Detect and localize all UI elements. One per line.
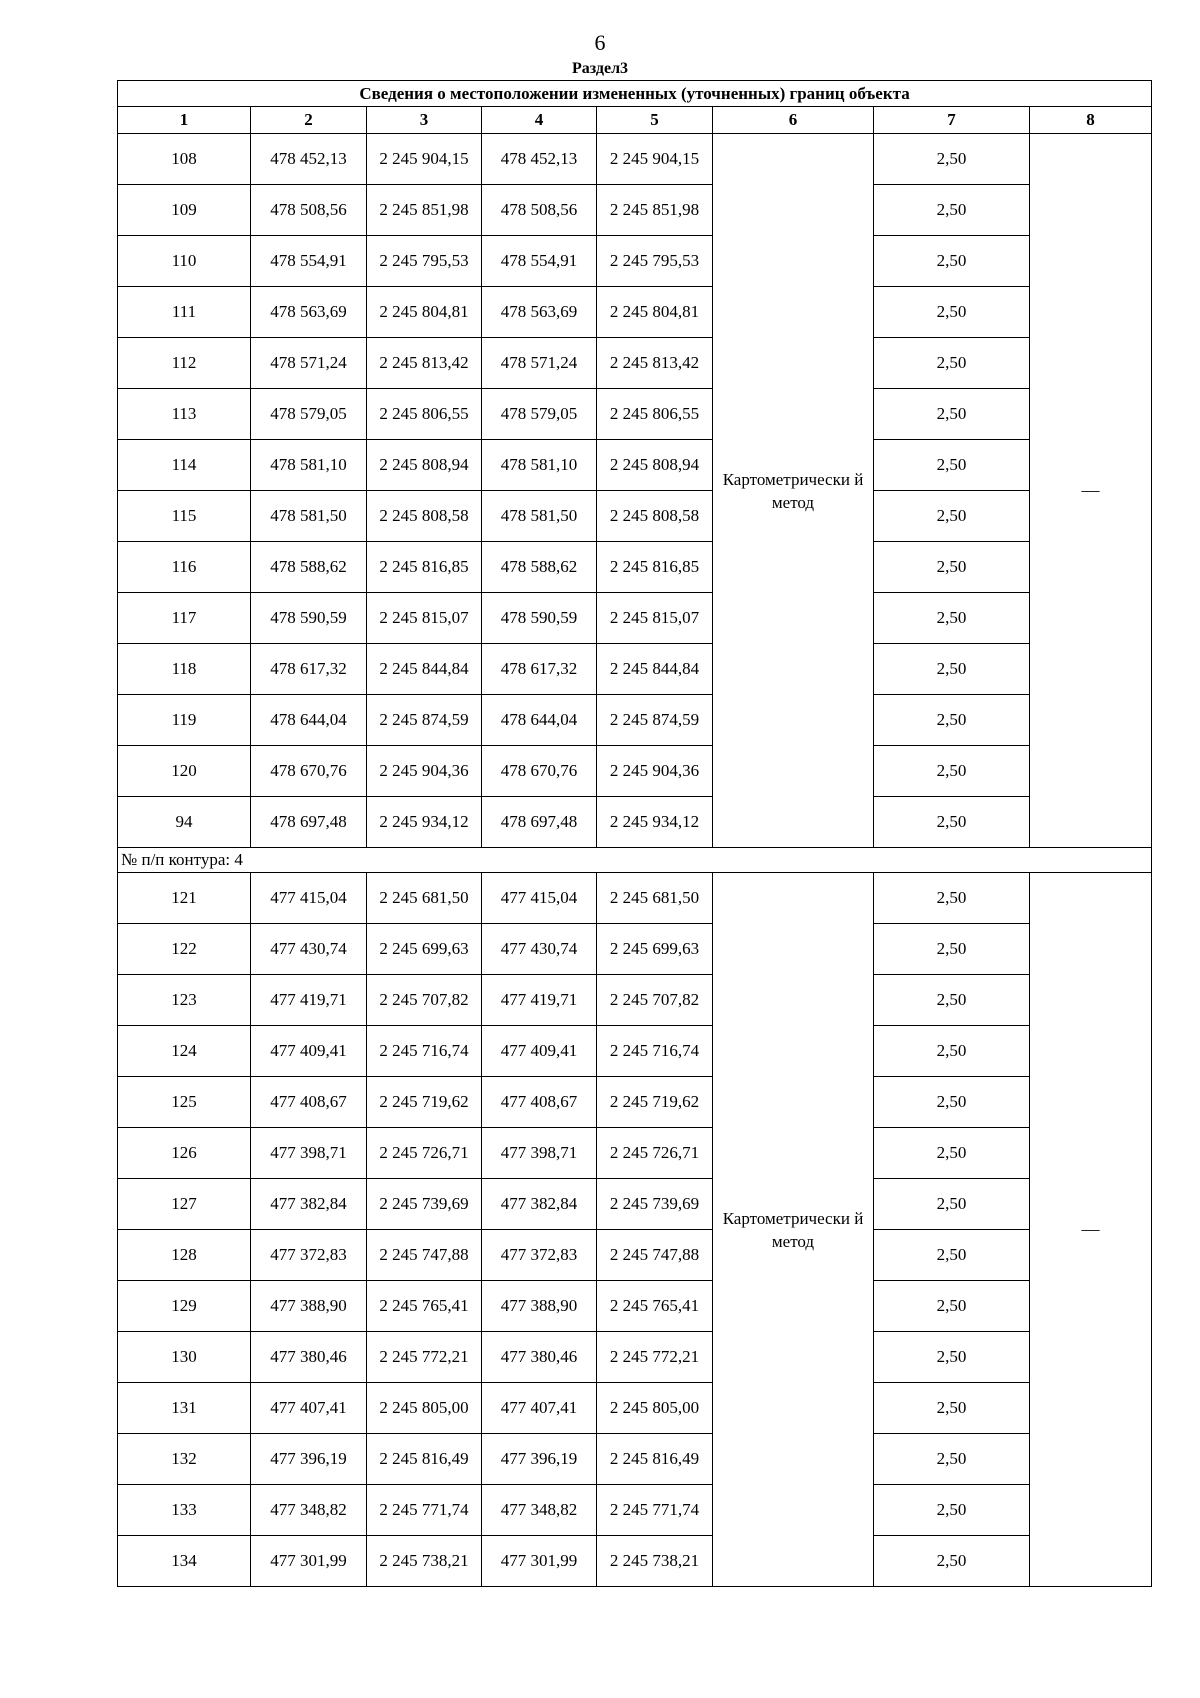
x-new-cell: 477 430,74 [482,924,597,975]
x-old-cell: 478 644,04 [251,695,367,746]
point-number-cell: 123 [118,975,251,1026]
x-new-cell: 478 579,05 [482,389,597,440]
y-old-cell: 2 245 719,62 [367,1077,482,1128]
accuracy-cell: 2,50 [874,1536,1030,1587]
x-new-cell: 477 398,71 [482,1128,597,1179]
accuracy-cell: 2,50 [874,542,1030,593]
y-old-cell: 2 245 772,21 [367,1332,482,1383]
y-old-cell: 2 245 716,74 [367,1026,482,1077]
y-old-cell: 2 245 726,71 [367,1128,482,1179]
x-old-cell: 478 581,50 [251,491,367,542]
point-number-cell: 124 [118,1026,251,1077]
table-row [118,1128,1152,1179]
x-old-cell: 478 554,91 [251,236,367,287]
x-new-cell: 477 348,82 [482,1485,597,1536]
method-cell: Картометрически й метод [713,873,874,1587]
y-old-cell: 2 245 816,85 [367,542,482,593]
point-number-cell: 117 [118,593,251,644]
accuracy-cell: 2,50 [874,644,1030,695]
point-number-cell: 118 [118,644,251,695]
y-new-cell: 2 245 816,49 [597,1434,713,1485]
point-number-cell: 119 [118,695,251,746]
accuracy-cell: 2,50 [874,389,1030,440]
accuracy-cell: 2,50 [874,593,1030,644]
table-title: Сведения о местоположении измененных (уточненных) границ объекта [118,81,1152,107]
contour-label: № п/п контура: 4 [118,848,1152,873]
point-number-cell: 121 [118,873,251,924]
y-new-cell: 2 245 816,85 [597,542,713,593]
point-number-cell: 115 [118,491,251,542]
x-old-cell: 477 348,82 [251,1485,367,1536]
y-new-cell: 2 245 815,07 [597,593,713,644]
y-old-cell: 2 245 699,63 [367,924,482,975]
y-new-cell: 2 245 874,59 [597,695,713,746]
y-old-cell: 2 245 904,15 [367,134,482,185]
point-number-cell: 122 [118,924,251,975]
point-number-cell: 110 [118,236,251,287]
accuracy-cell: 2,50 [874,695,1030,746]
x-old-cell: 478 670,76 [251,746,367,797]
point-number-cell: 131 [118,1383,251,1434]
x-old-cell: 477 409,41 [251,1026,367,1077]
accuracy-cell: 2,50 [874,134,1030,185]
table-row [118,695,1152,746]
column-8-cell: — [1030,134,1152,848]
y-old-cell: 2 245 739,69 [367,1179,482,1230]
x-old-cell: 478 452,13 [251,134,367,185]
point-number-cell: 113 [118,389,251,440]
accuracy-cell: 2,50 [874,236,1030,287]
page-number: 6 [594,30,606,55]
x-old-cell: 478 697,48 [251,797,367,848]
y-old-cell: 2 245 874,59 [367,695,482,746]
y-new-cell: 2 245 813,42 [597,338,713,389]
x-new-cell: 478 554,91 [482,236,597,287]
x-new-cell: 477 419,71 [482,975,597,1026]
accuracy-cell: 2,50 [874,440,1030,491]
point-number-cell: 133 [118,1485,251,1536]
table-row [118,134,1152,185]
point-number-cell: 109 [118,185,251,236]
accuracy-cell: 2,50 [874,1077,1030,1128]
table-row [118,1332,1152,1383]
table-row [118,287,1152,338]
point-number-cell: 125 [118,1077,251,1128]
accuracy-cell: 2,50 [874,1332,1030,1383]
x-old-cell: 477 398,71 [251,1128,367,1179]
x-old-cell: 478 590,59 [251,593,367,644]
column-number-header: 1 [118,107,251,134]
accuracy-cell: 2,50 [874,873,1030,924]
y-old-cell: 2 245 816,49 [367,1434,482,1485]
accuracy-cell: 2,50 [874,1179,1030,1230]
x-old-cell: 477 419,71 [251,975,367,1026]
y-old-cell: 2 245 808,94 [367,440,482,491]
y-new-cell: 2 245 808,58 [597,491,713,542]
x-new-cell: 478 697,48 [482,797,597,848]
y-new-cell: 2 245 795,53 [597,236,713,287]
accuracy-cell: 2,50 [874,1434,1030,1485]
column-number-header: 5 [597,107,713,134]
table-row [118,389,1152,440]
y-new-cell: 2 245 681,50 [597,873,713,924]
x-new-cell: 478 588,62 [482,542,597,593]
x-new-cell: 477 407,41 [482,1383,597,1434]
x-old-cell: 477 408,67 [251,1077,367,1128]
x-new-cell: 478 563,69 [482,287,597,338]
method-cell: Картометрически й метод [713,134,874,848]
y-new-cell: 2 245 851,98 [597,185,713,236]
y-new-cell: 2 245 804,81 [597,287,713,338]
point-number-cell: 112 [118,338,251,389]
point-number-cell: 114 [118,440,251,491]
table-row [118,593,1152,644]
x-new-cell: 477 396,19 [482,1434,597,1485]
x-old-cell: 478 508,56 [251,185,367,236]
y-new-cell: 2 245 719,62 [597,1077,713,1128]
accuracy-cell: 2,50 [874,1383,1030,1434]
x-old-cell: 478 588,62 [251,542,367,593]
y-old-cell: 2 245 808,58 [367,491,482,542]
x-new-cell: 478 617,32 [482,644,597,695]
x-old-cell: 477 388,90 [251,1281,367,1332]
x-new-cell: 477 301,99 [482,1536,597,1587]
x-new-cell: 478 670,76 [482,746,597,797]
point-number-cell: 129 [118,1281,251,1332]
point-number-cell: 128 [118,1230,251,1281]
y-new-cell: 2 245 739,69 [597,1179,713,1230]
y-old-cell: 2 245 844,84 [367,644,482,695]
column-number-header: 2 [251,107,367,134]
point-number-cell: 94 [118,797,251,848]
point-number-cell: 116 [118,542,251,593]
y-old-cell: 2 245 806,55 [367,389,482,440]
x-old-cell: 477 380,46 [251,1332,367,1383]
y-old-cell: 2 245 805,00 [367,1383,482,1434]
point-number-cell: 132 [118,1434,251,1485]
column-numbers-row [118,107,1152,134]
table-row [118,338,1152,389]
x-new-cell: 477 415,04 [482,873,597,924]
x-old-cell: 477 407,41 [251,1383,367,1434]
y-new-cell: 2 245 806,55 [597,389,713,440]
x-new-cell: 478 644,04 [482,695,597,746]
column-number-header: 8 [1030,107,1152,134]
x-new-cell: 478 508,56 [482,185,597,236]
table-row [118,975,1152,1026]
table-row [118,1485,1152,1536]
table-row [118,797,1152,848]
table-row [118,1383,1152,1434]
y-new-cell: 2 245 716,74 [597,1026,713,1077]
x-old-cell: 478 617,32 [251,644,367,695]
point-number-cell: 127 [118,1179,251,1230]
point-number-cell: 111 [118,287,251,338]
column-number-header: 4 [482,107,597,134]
x-old-cell: 477 396,19 [251,1434,367,1485]
point-number-cell: 120 [118,746,251,797]
y-old-cell: 2 245 747,88 [367,1230,482,1281]
accuracy-cell: 2,50 [874,924,1030,975]
accuracy-cell: 2,50 [874,338,1030,389]
contour-row [118,848,1152,873]
table-row [118,1434,1152,1485]
point-number-cell: 108 [118,134,251,185]
section-title: Раздел3 [571,60,629,77]
accuracy-cell: 2,50 [874,1128,1030,1179]
x-new-cell: 478 590,59 [482,593,597,644]
accuracy-cell: 2,50 [874,185,1030,236]
accuracy-cell: 2,50 [874,1485,1030,1536]
table-row [118,542,1152,593]
y-new-cell: 2 245 726,71 [597,1128,713,1179]
accuracy-cell: 2,50 [874,746,1030,797]
x-new-cell: 477 388,90 [482,1281,597,1332]
x-old-cell: 477 382,84 [251,1179,367,1230]
x-old-cell: 477 415,04 [251,873,367,924]
y-new-cell: 2 245 699,63 [597,924,713,975]
table-row [118,1230,1152,1281]
point-number-cell: 134 [118,1536,251,1587]
y-old-cell: 2 245 681,50 [367,873,482,924]
y-new-cell: 2 245 808,94 [597,440,713,491]
table-row [118,1026,1152,1077]
y-old-cell: 2 245 804,81 [367,287,482,338]
table-row [118,1179,1152,1230]
x-old-cell: 478 563,69 [251,287,367,338]
accuracy-cell: 2,50 [874,797,1030,848]
y-new-cell: 2 245 904,15 [597,134,713,185]
table-row [118,1077,1152,1128]
accuracy-cell: 2,50 [874,287,1030,338]
accuracy-cell: 2,50 [874,975,1030,1026]
x-old-cell: 477 430,74 [251,924,367,975]
x-old-cell: 477 301,99 [251,1536,367,1587]
x-old-cell: 478 571,24 [251,338,367,389]
y-old-cell: 2 245 904,36 [367,746,482,797]
table-row [118,236,1152,287]
point-number-cell: 130 [118,1332,251,1383]
accuracy-cell: 2,50 [874,1230,1030,1281]
y-new-cell: 2 245 771,74 [597,1485,713,1536]
table-row [118,644,1152,695]
y-new-cell: 2 245 772,21 [597,1332,713,1383]
x-new-cell: 477 408,67 [482,1077,597,1128]
x-old-cell: 477 372,83 [251,1230,367,1281]
column-number-header: 7 [874,107,1030,134]
y-new-cell: 2 245 844,84 [597,644,713,695]
point-number-cell: 126 [118,1128,251,1179]
x-new-cell: 477 380,46 [482,1332,597,1383]
y-old-cell: 2 245 738,21 [367,1536,482,1587]
table-row [118,1281,1152,1332]
accuracy-cell: 2,50 [874,491,1030,542]
x-new-cell: 477 409,41 [482,1026,597,1077]
y-old-cell: 2 245 934,12 [367,797,482,848]
table-body [118,134,1152,1587]
x-new-cell: 478 581,50 [482,491,597,542]
table-row [118,746,1152,797]
y-old-cell: 2 245 851,98 [367,185,482,236]
x-new-cell: 478 571,24 [482,338,597,389]
table-row [118,491,1152,542]
column-number-header: 6 [713,107,874,134]
y-old-cell: 2 245 813,42 [367,338,482,389]
y-old-cell: 2 245 707,82 [367,975,482,1026]
x-new-cell: 478 581,10 [482,440,597,491]
table-row [118,924,1152,975]
table-row [118,185,1152,236]
x-new-cell: 477 372,83 [482,1230,597,1281]
y-new-cell: 2 245 904,36 [597,746,713,797]
x-old-cell: 478 581,10 [251,440,367,491]
y-old-cell: 2 245 765,41 [367,1281,482,1332]
x-new-cell: 477 382,84 [482,1179,597,1230]
table-row [118,1536,1152,1587]
y-new-cell: 2 245 765,41 [597,1281,713,1332]
y-new-cell: 2 245 805,00 [597,1383,713,1434]
y-new-cell: 2 245 707,82 [597,975,713,1026]
accuracy-cell: 2,50 [874,1026,1030,1077]
y-old-cell: 2 245 815,07 [367,593,482,644]
y-new-cell: 2 245 738,21 [597,1536,713,1587]
table-row [118,873,1152,924]
y-old-cell: 2 245 795,53 [367,236,482,287]
x-new-cell: 478 452,13 [482,134,597,185]
y-new-cell: 2 245 934,12 [597,797,713,848]
y-new-cell: 2 245 747,88 [597,1230,713,1281]
column-8-cell: — [1030,873,1152,1587]
accuracy-cell: 2,50 [874,1281,1030,1332]
y-old-cell: 2 245 771,74 [367,1485,482,1536]
column-number-header: 3 [367,107,482,134]
boundary-coordinates-table [117,80,1152,1587]
table-row [118,440,1152,491]
x-old-cell: 478 579,05 [251,389,367,440]
